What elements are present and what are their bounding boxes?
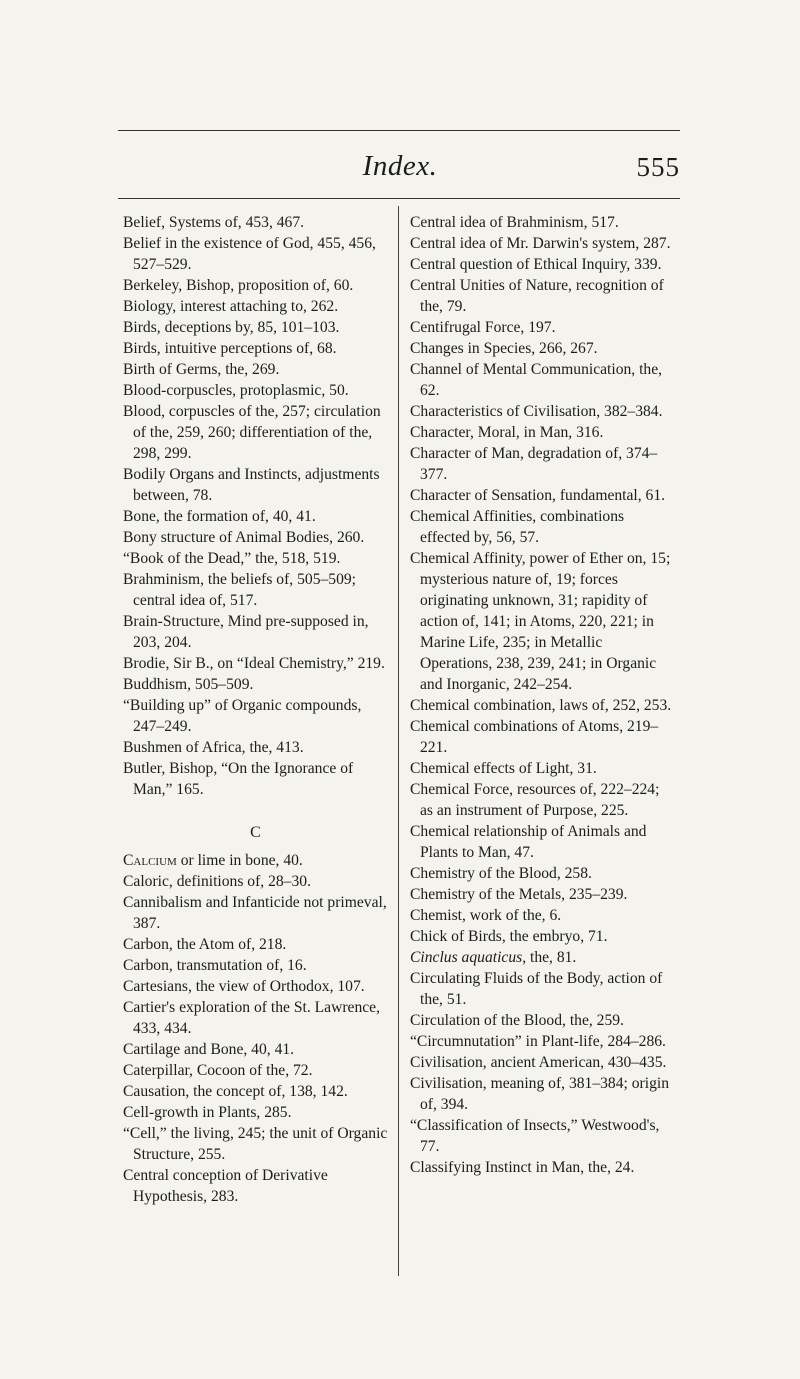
index-entry: Birth of Germs, the, 269. <box>123 361 280 378</box>
index-entry: Chemical effects of Light, 31. <box>410 760 597 777</box>
index-entry: Blood-corpuscles, protoplasmic, 50. <box>123 382 349 399</box>
index-entry: Carbon, transmutation of, 16. <box>123 957 307 974</box>
cinclus-italic: Cinclus aquaticus <box>410 949 523 966</box>
index-entry: “Book of the Dead,” the, 518, 519. <box>123 550 341 567</box>
cinclus-text: , the, 81. <box>522 949 577 966</box>
index-entry: Chemical Force, resources of, 222–224; as an instrument of Purpose, 225. <box>410 781 660 819</box>
column-divider <box>398 206 399 1276</box>
left-column <box>123 212 388 1207</box>
index-entry: Belief, Systems of, 453, 467. <box>123 214 305 231</box>
index-entry: Chemical relationship of Animals and Plants to Man, 47. <box>410 823 647 861</box>
index-entry: Cartilage and Bone, 40, 41. <box>123 1041 295 1058</box>
entries-b-group <box>123 212 388 800</box>
index-entry: Brain-Structure, Mind pre-supposed in, 203, 204. <box>123 613 369 651</box>
index-entry: Brodie, Sir B., on “Ideal Chemistry,” 219. <box>123 655 385 672</box>
index-entry: Chick of Birds, the embryo, 71. <box>410 928 608 945</box>
index-entry: Character of Man, degradation of, 374–377. <box>410 445 658 483</box>
index-entry: Central conception of Derivative Hypothesis, 283. <box>123 1167 328 1205</box>
index-entry: “Cell,” the living, 245; the unit of Organic Structure, 255. <box>123 1125 388 1163</box>
index-entry: Bone, the formation of, 40, 41. <box>123 508 316 525</box>
index-entry: Chemistry of the Blood, 258. <box>410 865 592 882</box>
header-rule <box>118 198 680 199</box>
index-entry: Chemist, work of the, 6. <box>410 907 562 924</box>
entries-c-group <box>410 212 675 947</box>
index-entry: Classifying Instinct in Man, the, 24. <box>410 1159 635 1176</box>
index-entry: Civilisation, meaning of, 381–384; origin of, 394. <box>410 1075 670 1113</box>
calcium-headword: Calcium <box>123 852 177 869</box>
page-title: Index. <box>362 150 438 182</box>
index-entry: Channel of Mental Communication, the, 62. <box>410 361 663 399</box>
index-entry: Cartier's exploration of the St. Lawrence, 433, 434. <box>123 999 380 1037</box>
page-header <box>0 146 800 186</box>
index-entry: Chemical combination, laws of, 252, 253. <box>410 697 672 714</box>
index-entry: “Circumnutation” in Plant-life, 284–286. <box>410 1033 666 1050</box>
index-entry: Chemistry of the Metals, 235–239. <box>410 886 628 903</box>
right-column <box>410 212 675 1178</box>
index-entry: Circulation of the Blood, the, 259. <box>410 1012 624 1029</box>
index-entry: Caterpillar, Cocoon of the, 72. <box>123 1062 313 1079</box>
index-entry: Character of Sensation, fundamental, 61. <box>410 487 666 504</box>
index-entry: Chemical combinations of Atoms, 219–221. <box>410 718 659 756</box>
top-rule <box>118 130 680 131</box>
calcium-text: or lime in bone, 40. <box>176 852 303 869</box>
index-entry: Circulating Fluids of the Body, action of the, 51. <box>410 970 663 1008</box>
index-entry: Bodily Organs and Instincts, adjustments between, 78. <box>123 466 380 504</box>
index-entry: Cartesians, the view of Orthodox, 107. <box>123 978 365 995</box>
index-entry: Birds, intuitive perceptions of, 68. <box>123 340 337 357</box>
index-entry: Berkeley, Bishop, proposition of, 60. <box>123 277 354 294</box>
index-entry: Characteristics of Civilisation, 382–384. <box>410 403 663 420</box>
index-entry: “Classification of Insects,” Westwood's, 77. <box>410 1117 660 1155</box>
index-entry: Centifrugal Force, 197. <box>410 319 556 336</box>
index-entry: Caloric, definitions of, 28–30. <box>123 873 311 890</box>
index-entry: Central Unities of Nature, recognition of the, 79. <box>410 277 664 315</box>
page-number: 555 <box>636 152 680 182</box>
index-entry: Buddhism, 505–509. <box>123 676 254 693</box>
index-entry: Butler, Bishop, “On the Ignorance of Man,” 165. <box>123 760 354 798</box>
index-entry-cinclus <box>410 947 675 968</box>
index-entry: Cannibalism and Infanticide not primeval, 387. <box>123 894 387 932</box>
index-entry: Chemical Affinity, power of Ether on, 15; mysterious nature of, 19; forces originating unknown, 31; rapidity of action of, 141; in Atoms, 220, 221; in Marine Life, 235; in Metallic Operations, 238, 239, 241; in Organic and Inorganic, 242–254. <box>410 550 671 693</box>
index-entry: Civilisation, ancient American, 430–435. <box>410 1054 667 1071</box>
index-entry: Changes in Species, 266, 267. <box>410 340 598 357</box>
index-entry: Carbon, the Atom of, 218. <box>123 936 287 953</box>
index-entry: Central idea of Brahminism, 517. <box>410 214 619 231</box>
index-entry: Belief in the existence of God, 455, 456, 527–529. <box>123 235 376 273</box>
index-entry: Central question of Ethical Inquiry, 339. <box>410 256 662 273</box>
entries-c-group-2 <box>410 968 675 1178</box>
entries-c-group <box>123 871 388 1207</box>
index-entry: Bushmen of Africa, the, 413. <box>123 739 304 756</box>
index-entry: Central idea of Mr. Darwin's system, 287. <box>410 235 671 252</box>
index-entry-calcium <box>123 850 388 871</box>
index-entry: Causation, the concept of, 138, 142. <box>123 1083 348 1100</box>
index-entry: Blood, corpuscles of the, 257; circulation of the, 259, 260; differentiation of the, 298, 299. <box>123 403 381 462</box>
index-entry: Bony structure of Animal Bodies, 260. <box>123 529 365 546</box>
section-letter-c: C <box>250 824 261 841</box>
index-entry: Chemical Affinities, combinations effected by, 56, 57. <box>410 508 625 546</box>
index-entry: Brahminism, the beliefs of, 505–509; central idea of, 517. <box>123 571 357 609</box>
index-entry: Biology, interest attaching to, 262. <box>123 298 339 315</box>
index-entry: “Building up” of Organic compounds, 247–249. <box>123 697 362 735</box>
index-entry: Cell-growth in Plants, 285. <box>123 1104 292 1121</box>
index-entry: Birds, deceptions by, 85, 101–103. <box>123 319 340 336</box>
index-entry: Character, Moral, in Man, 316. <box>410 424 604 441</box>
